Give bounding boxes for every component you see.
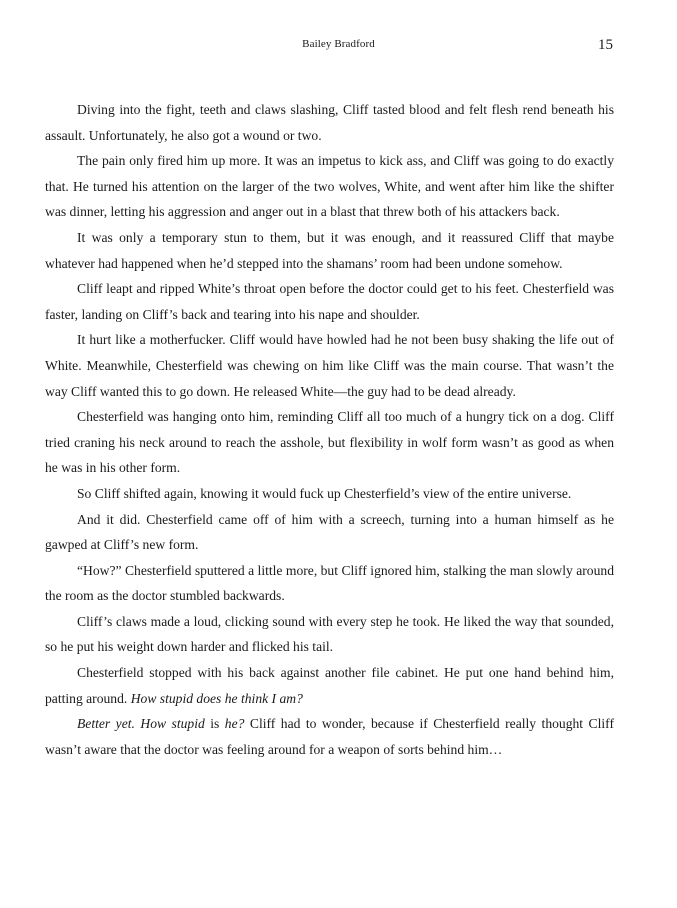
paragraph: Diving into the fight, teeth and claws slashing, Cliff tasted blood and felt flesh rend beneath his assault. Unfortunately, he also got a wound or two. [45,102,614,143]
paragraph: Chesterfield was hanging onto him, reminding Cliff all too much of a hungry tick on a dog. Cliff tried craning his neck around to reach the asshole, but flexibility in wolf form wasn’t as good as when he was in his other form. [45,409,614,476]
body-text [45,97,614,762]
paragraph: Cliff’s claws made a loud, clicking sound with every step he took. He liked the way that sounded, so he put his weight down harder and flicked his tail. [45,613,614,655]
italic-thought: he? [224,716,245,732]
paragraph [45,660,614,711]
paragraph: So Cliff shifted again, knowing it would fuck up Chesterfield’s view of the entire universe. [77,485,572,501]
paragraph: And it did. Chesterfield came off of him with a screech, turning into a human himself as he gawped at Cliff’s new form. [45,511,614,553]
paragraph: It was only a temporary stun to them, but it was enough, and it reassured Cliff that maybe whatever had happened when he’d stepped into the shamans’ room had been undone somehow. [45,229,614,271]
paragraph-text: is [204,716,225,732]
paragraph: It hurt like a motherfucker. Cliff would have howled had he not been busy shaking the life out of White. Meanwhile, Chesterfield was chewing on him like Cliff was the main course. That wasn’t the way Cliff wanted this to go down. He released White—the guy had to be dead already. [45,332,614,399]
italic-thought: Better yet. How stupid [77,716,205,732]
paragraph [45,711,614,762]
paragraph: “How?” Chesterfield sputtered a little more, but Cliff ignored him, stalking the man slowly around the room as the doctor stumbled backwards. [45,562,614,604]
page-number: 15 [598,37,613,53]
running-header-author: Bailey Bradford [302,38,375,50]
paragraph: The pain only fired him up more. It was an impetus to kick ass, and Cliff was going to do exactly that. He turned his attention on the larger of the two wolves, White, and went after him like the shifter was dinner, letting his aggression and anger out in a blast that threw both of his attackers back. [45,153,614,220]
paragraph-text: Cliff had to wonder, because if Chesterfield really thought Cliff wasn’t aware that the doctor was feeling around for a weapon of sorts behind him… [45,716,614,757]
paragraph-text: Chesterfield stopped with his back against another file cabinet. He put one hand behind him, patting around. [45,665,614,706]
paragraph: Cliff leapt and ripped White’s throat open before the doctor could get to his feet. Chesterfield was faster, landing on Cliff’s back and tearing into his nape and shoulder. [45,281,614,322]
italic-thought: How stupid does he think I am? [130,690,303,706]
